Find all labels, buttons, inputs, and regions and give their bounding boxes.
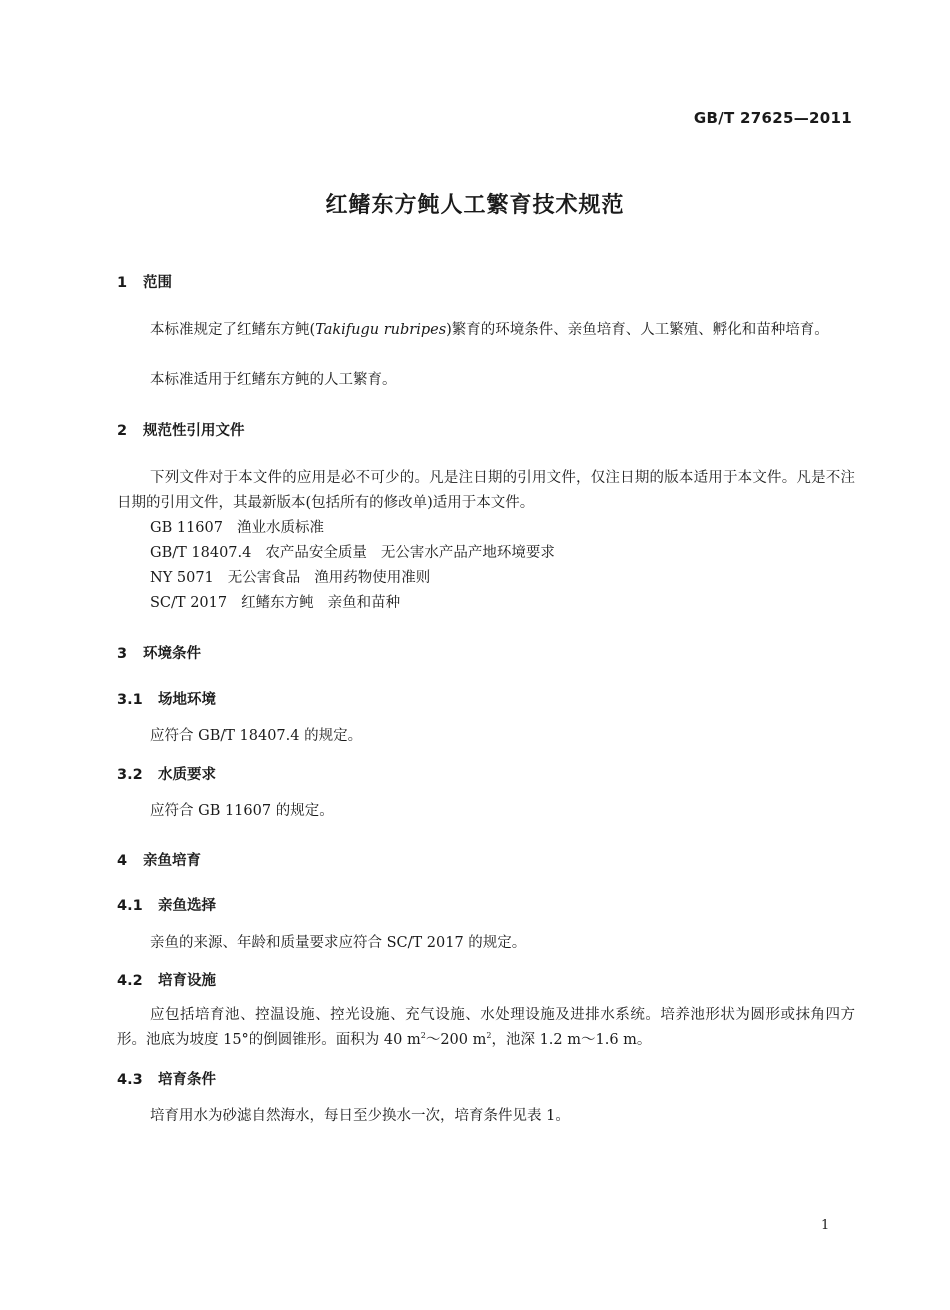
section-number: 4 [117, 853, 128, 869]
reference-subtitle: 亲鱼和苗种 [327, 595, 401, 611]
reference-title: 红鳍东方鲀 [241, 595, 314, 611]
section-3-heading [117, 642, 201, 663]
section-number: 3.2 [117, 767, 143, 783]
text-run: )繁育的环境条件、亲鱼培育、人工繁殖、孵化和苗种培育。 [446, 322, 829, 338]
page-number: 1 [821, 1218, 830, 1233]
reference-code: NY 5071 [150, 570, 214, 586]
reference-subtitle: 渔用药物使用准则 [314, 570, 431, 586]
reference-title: 农产品安全质量 [265, 545, 367, 561]
latin-name: Takifugu rubripes [315, 322, 447, 338]
section-4-heading [117, 849, 201, 870]
section-number: 4.1 [117, 898, 143, 914]
section-number: 4.3 [117, 1072, 143, 1088]
reference-item [150, 541, 555, 562]
reference-code: GB/T 18407.4 [150, 545, 252, 561]
text-run: ～200 m [425, 1032, 487, 1048]
section-title: 环境条件 [143, 646, 201, 662]
section-1-paragraph-2: 本标准适用于红鳍东方鲀的人工繁育。 [150, 372, 397, 388]
section-3-2-text: 应符合 GB 11607 的规定。 [150, 803, 334, 819]
section-3-1-text: 应符合 GB/T 18407.4 的规定。 [150, 728, 363, 744]
reference-item [150, 591, 400, 612]
section-2-heading [117, 419, 245, 440]
section-1-paragraph-1 [117, 318, 855, 343]
reference-code: SC/T 2017 [150, 595, 228, 611]
section-1-heading [117, 271, 172, 292]
section-4-3-heading [117, 1068, 216, 1089]
section-4-1-heading [117, 894, 216, 915]
text-run: 本标准规定了红鳍东方鲀( [150, 322, 316, 338]
superscript: 2 [420, 1031, 426, 1040]
text-run: 应包括培育池、控温设施、控光设施、充气设施、水处理设施及进排水系统。培养池形状为圆形或抹角四方形。池底为坡度 15°的倒圆锥形。面积为 40 m [117, 1007, 855, 1048]
section-title: 场地环境 [158, 692, 216, 708]
text-run: ，池深 1.2 m～1.6 m。 [491, 1032, 652, 1048]
section-number: 4.2 [117, 973, 143, 989]
section-3-1-heading [117, 688, 216, 709]
section-2-paragraph: 下列文件对于本文件的应用是必不可少的。凡是注日期的引用文件，仅注日期的版本适用于本文件。凡是不注日期的引用文件，其最新版本(包括所有的修改单)适用于本文件。 [117, 470, 855, 511]
section-4-2-heading [117, 969, 216, 990]
section-4-3-text: 培育用水为砂滤自然海水，每日至少换水一次，培育条件见表 1。 [150, 1108, 570, 1124]
section-number: 3.1 [117, 692, 143, 708]
section-title: 范围 [143, 275, 172, 291]
superscript: 2 [486, 1031, 492, 1040]
section-4-1-text: 亲鱼的来源、年龄和质量要求应符合 SC/T 2017 的规定。 [150, 935, 527, 951]
section-title: 规范性引用文件 [143, 423, 245, 439]
reference-subtitle: 无公害水产品产地环境要求 [380, 545, 555, 561]
section-title: 培育条件 [158, 1072, 216, 1088]
reference-item [150, 516, 324, 537]
section-title: 亲鱼培育 [143, 853, 201, 869]
section-3-2-heading [117, 763, 216, 784]
section-4-2-text [117, 1003, 855, 1053]
standard-code: GB/T 27625—2011 [693, 109, 852, 127]
reference-code: GB 11607 [150, 520, 223, 536]
section-number: 1 [117, 275, 128, 291]
section-title: 水质要求 [158, 767, 216, 783]
section-title: 培育设施 [158, 973, 216, 989]
document-title: 红鳍东方鲀人工繁育技术规范 [325, 193, 625, 218]
reference-title: 渔业水质标准 [236, 520, 324, 536]
section-number: 3 [117, 646, 128, 662]
reference-item [150, 566, 430, 587]
reference-title: 无公害食品 [227, 570, 301, 586]
section-number: 2 [117, 423, 128, 439]
section-title: 亲鱼选择 [158, 898, 216, 914]
